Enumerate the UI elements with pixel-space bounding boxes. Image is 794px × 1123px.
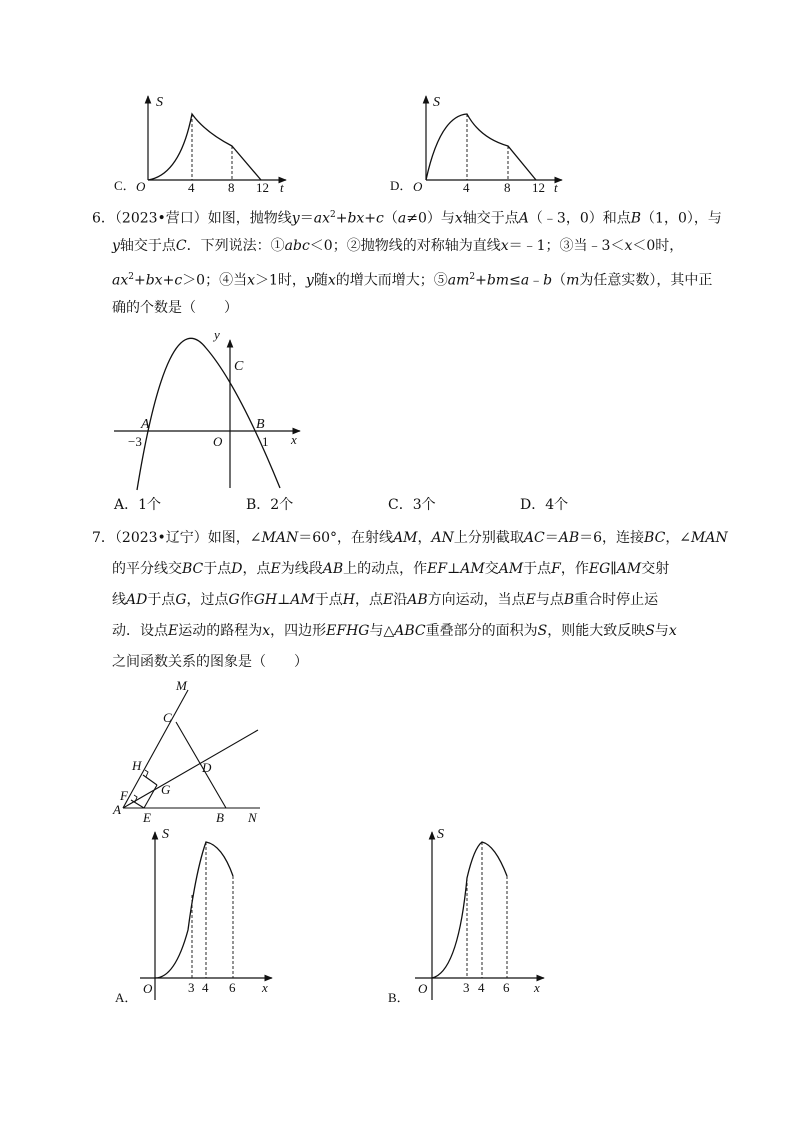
q7-bisector-ad bbox=[123, 730, 258, 808]
q6-line-3: $ax^2+bx+c>0$；④当x＞1时，y随x的增大而增大；$⑤am^2+bm\le a﹣b(m$为任意实数），其中正 bbox=[112, 272, 713, 289]
q5c-tick-8: 8 bbox=[228, 180, 235, 195]
q5c-tick-12: 12 bbox=[256, 180, 269, 195]
q5c-tick-4: 4 bbox=[188, 180, 195, 195]
q7-label-f: F bbox=[120, 788, 128, 803]
q7-label-m: M bbox=[176, 678, 187, 693]
q7-segment-bc bbox=[176, 722, 226, 808]
q7-label-h: H bbox=[132, 758, 142, 773]
q7b-curve bbox=[432, 842, 507, 978]
q7a-o-label: O bbox=[143, 981, 153, 996]
q7-label-e: E bbox=[143, 810, 151, 825]
q7a-option-label[interactable]: A． bbox=[115, 990, 138, 1005]
q7a-tick-6: 6 bbox=[229, 980, 236, 995]
q6-line-4: 确的个数是（ ） bbox=[112, 300, 238, 316]
q6-one-label: 1 bbox=[262, 434, 269, 449]
q5d-t-label: t bbox=[554, 180, 558, 195]
q6-choice-c[interactable]: C．3个 bbox=[388, 497, 436, 513]
q7a-tick-4: 4 bbox=[202, 980, 209, 995]
q7-ray-am bbox=[123, 690, 188, 808]
q5d-o-label: O bbox=[413, 179, 423, 194]
q5d-tick-12: 12 bbox=[532, 180, 545, 195]
q6-b-label: B bbox=[256, 417, 265, 432]
q7b-o-label: O bbox=[418, 981, 428, 996]
q5c-option-label: C． bbox=[114, 178, 136, 193]
q6-o-label: O bbox=[213, 434, 223, 449]
q7-line-3: 线AD于点G，过点G作GH⊥AM于点H，点E沿AB方向运动，当点E与点B重合时停止运 bbox=[112, 592, 659, 608]
q6-c-label: C bbox=[234, 359, 244, 374]
q7-label-d: D bbox=[202, 760, 212, 775]
q5c-s-label: S bbox=[156, 95, 163, 110]
q6-choice-d[interactable]: D．4个 bbox=[520, 497, 569, 513]
q7-label-a: A bbox=[113, 802, 121, 817]
q7a-tick-3: 3 bbox=[188, 980, 195, 995]
q7b-tick-3: 3 bbox=[463, 980, 470, 995]
q5c-t-label: t bbox=[280, 180, 284, 195]
q6-x-label: x bbox=[291, 432, 297, 447]
q6-choice-a[interactable]: A．1个 bbox=[114, 497, 162, 513]
q7-label-b: B bbox=[216, 810, 224, 825]
q5d-s-label: S bbox=[433, 95, 440, 110]
q7-line-4: 动．设点E运动的路程为x，四边形EFHG与△ABC重叠部分的面积为S，则能大致反映S与x bbox=[112, 623, 677, 639]
q7-label-n: N bbox=[248, 810, 257, 825]
q7b-tick-6: 6 bbox=[503, 980, 510, 995]
q6-y-label: y bbox=[214, 327, 220, 342]
q7-line-2: 的平分线交BC于点D，点E为线段AB上的动点，作EF⊥AM交AM于点F，作EG∥AM交射 bbox=[112, 561, 670, 577]
q5d-tick-8: 8 bbox=[504, 180, 511, 195]
q6-line-2: y轴交于点C．下列说法：①abc＜0；②抛物线的对称轴为直线x＝﹣1；③当﹣3＜x＜0时， bbox=[112, 238, 684, 254]
q7b-option-label[interactable]: B． bbox=[388, 990, 410, 1005]
q7-right-angle-h bbox=[145, 770, 148, 777]
q7-line-5: 之间函数关系的图象是（ ） bbox=[112, 654, 308, 670]
q7-segment-eg bbox=[144, 785, 157, 808]
q6-line-1: 6．（2023•营口）如图，抛物线$y=ax^2+bx+c(a\ne 0)$与x轴交于点A（﹣3，0）和点B（1，0），与 bbox=[92, 210, 722, 227]
q6-minus3-label: −3 bbox=[128, 434, 142, 449]
q5d-tick-4: 4 bbox=[463, 180, 470, 195]
q7b-tick-4: 4 bbox=[478, 980, 485, 995]
q5c-o-label: O bbox=[136, 179, 146, 194]
q7a-x-label: x bbox=[262, 980, 268, 995]
q5d-option-label: D． bbox=[390, 178, 413, 193]
q6-choice-b[interactable]: B．2个 bbox=[246, 497, 294, 513]
q7-line-1: 7．（2023•辽宁）如图，∠MAN＝60°，在射线AM，AN上分别截取AC＝AB＝6，连接BC，∠MAN bbox=[92, 530, 728, 546]
q7-label-g: G bbox=[161, 782, 171, 797]
q7b-s-label: S bbox=[437, 827, 444, 842]
q7-segment-gh bbox=[143, 775, 157, 785]
q7-segment-ef bbox=[131, 800, 144, 808]
q7-label-c: C bbox=[163, 710, 172, 725]
q7a-s-label: S bbox=[162, 827, 169, 842]
q7b-x-label: x bbox=[534, 980, 540, 995]
q7a-curve bbox=[155, 842, 233, 978]
q6-a-label: A bbox=[141, 417, 150, 432]
